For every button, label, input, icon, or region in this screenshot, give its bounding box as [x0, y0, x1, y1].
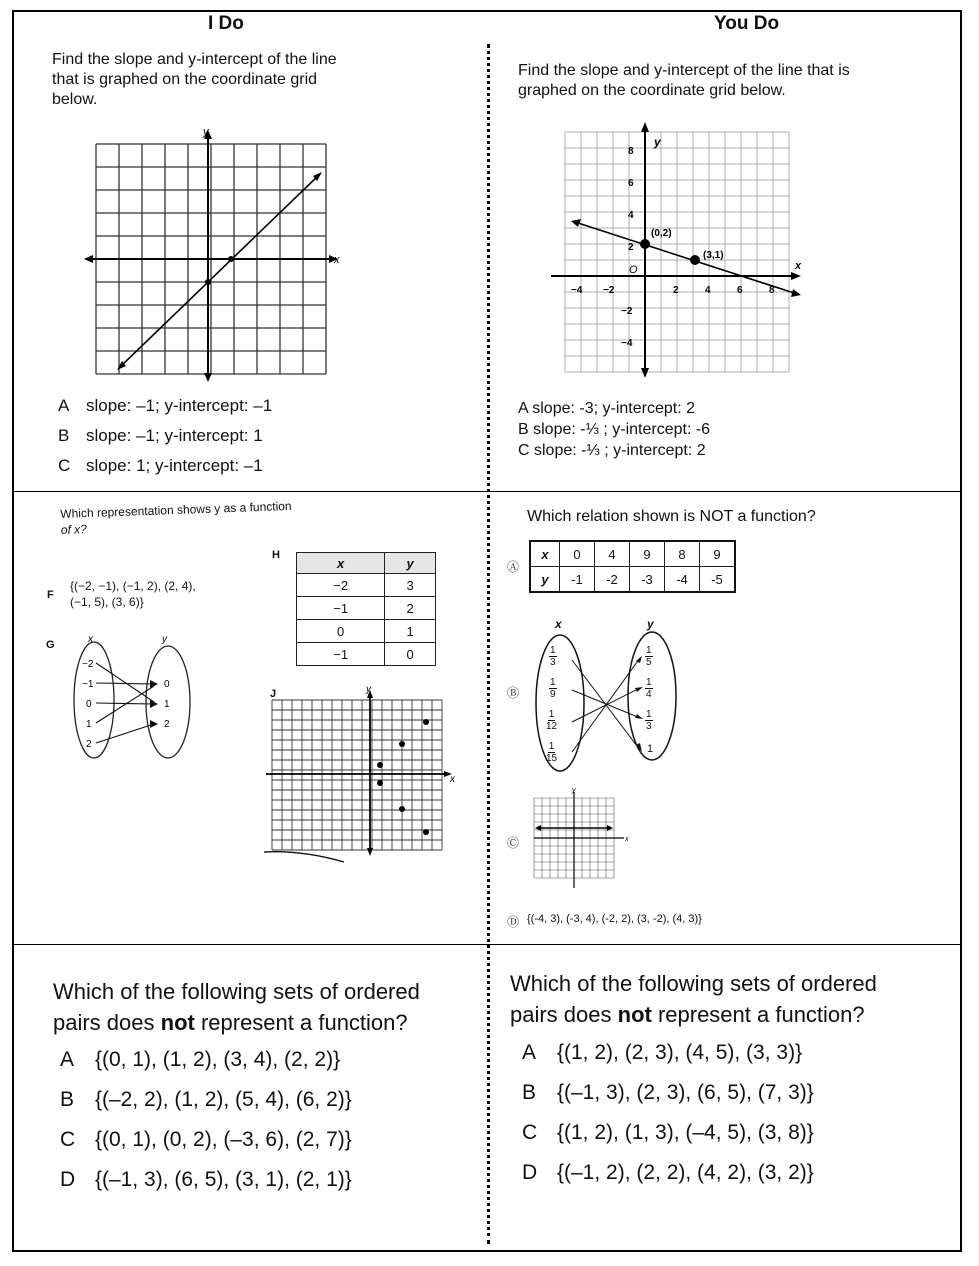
x-axis-arrow: [791, 272, 801, 280]
choice-c[interactable]: C {(1, 2), (1, 3), (–4, 5), (3, 8)}: [522, 1121, 814, 1144]
s3-right-choices: [522, 1041, 814, 1201]
mapping-y-header: y: [162, 634, 167, 645]
graphed-line: [120, 174, 320, 367]
option-b-label: Ⓑ: [507, 686, 520, 700]
option-h-label: H: [272, 549, 280, 561]
x-tick: 8: [769, 285, 775, 296]
x-tick: 6: [737, 285, 743, 296]
page-curl: [264, 852, 344, 862]
point-0-2-label: (0,2): [651, 228, 672, 239]
mapping-arrow: [572, 690, 640, 718]
arrow-head: [150, 720, 158, 728]
range-value: 0: [164, 679, 170, 690]
s1-left-choices: [58, 396, 272, 486]
graphed-line: [575, 222, 797, 294]
y-tick: −2: [621, 306, 633, 317]
point-y-intercept: [205, 279, 211, 285]
mapping-arrow: [96, 663, 154, 702]
s1-right-graph: [545, 118, 815, 380]
point: [377, 762, 383, 768]
option-f-set: {(−2, −1), (−1, 2), (2, 4), (−1, 5), (3, 6)}: [70, 579, 196, 609]
origin-label: O: [629, 264, 638, 276]
option-d-set: {(-4, 3), (-3, 4), (-2, 2), (3, -2), (4, 3)}: [527, 913, 702, 925]
x-axis-label: x: [334, 254, 340, 266]
x-axis-label: x: [450, 774, 455, 785]
point: [423, 829, 429, 835]
x-tick: 4: [705, 285, 711, 296]
table-header: x: [297, 553, 385, 574]
domain-fraction: $\frac{1}{3}$: [550, 645, 556, 668]
s2-right-question: Which relation shown is NOT a function?: [527, 508, 816, 525]
y-axis-label: y: [654, 135, 661, 149]
point: [399, 806, 405, 812]
s1-right-question: Find the slope and y-intercept of the line that is graphed on the coordinate grid below.: [518, 62, 850, 99]
point-0-2: [640, 239, 650, 249]
domain-value: 0: [86, 699, 92, 710]
x-tick: −4: [571, 285, 583, 296]
x-axis-label: x: [795, 260, 802, 272]
choice-c[interactable]: C slope: -⅓ ; y-intercept: 2: [518, 442, 706, 459]
domain-fraction: $\frac{1}{15}$: [546, 741, 558, 764]
point: [377, 780, 383, 786]
y-tick: 4: [628, 210, 634, 221]
y-axis-arrow-bottom: [367, 848, 373, 856]
option-b-x-header: x: [555, 617, 562, 631]
point: [399, 741, 405, 747]
option-j-label: J: [270, 688, 277, 700]
y-axis-arrow-top: [641, 122, 649, 132]
point: [423, 719, 429, 725]
row-divider-1: [12, 491, 962, 492]
header-i-do: I Do: [208, 13, 244, 34]
arrow-head: [150, 680, 158, 688]
point-3-1-label: (3,1): [703, 250, 724, 261]
header-you-do: You Do: [714, 13, 780, 34]
table-header: y: [385, 553, 436, 574]
y-axis-label: y: [572, 787, 576, 794]
range-value: 2: [164, 719, 170, 730]
domain-fraction: $\frac{1}{9}$: [550, 677, 556, 700]
x-tick: 2: [673, 285, 679, 296]
choice-b[interactable]: B slope: -⅓ ; y-intercept: -6: [518, 421, 711, 438]
choice-a[interactable]: A {(0, 1), (1, 2), (3, 4), (2, 2)}: [60, 1048, 341, 1071]
y-tick: −4: [621, 338, 633, 349]
choice-d[interactable]: D {(–1, 3), (6, 5), (3, 1), (2, 1)}: [60, 1168, 352, 1191]
choice-a[interactable]: A {(1, 2), (2, 3), (4, 5), (3, 3)}: [522, 1041, 803, 1064]
s1-left-graph: [84, 124, 344, 388]
range-fraction: $\frac{1}{4}$: [646, 677, 652, 700]
line-arrow-left: [571, 219, 581, 227]
s2-left-question: Which representation shows y as a function of x?: [60, 498, 292, 537]
option-b-y-header: y: [647, 617, 654, 631]
y-axis-arrow-bottom: [204, 373, 212, 382]
y-axis-label: y: [203, 126, 209, 138]
x-axis-label: x: [625, 836, 629, 843]
domain-value: −1: [82, 679, 94, 690]
range-value: 1: [164, 699, 170, 710]
domain-value: 2: [86, 739, 92, 750]
s3-right-question: Which of the following sets of ordered pairs does not represent a function?: [510, 971, 877, 1027]
option-a-table: x 0 4 9 8 9 y -1 -2 -3 -4 -5: [529, 540, 736, 593]
arrow-head: [635, 687, 643, 692]
option-g-mapping: [68, 630, 198, 765]
column-divider: [487, 44, 490, 1244]
y-axis-label: y: [366, 686, 371, 695]
domain-oval: [536, 635, 584, 771]
line-arrow-right: [791, 289, 801, 297]
s1-right-choices: [518, 398, 710, 461]
domain-value: −2: [82, 659, 94, 670]
option-g-label: G: [46, 639, 55, 651]
choice-c[interactable]: C slope: 1; y-intercept: –1: [58, 456, 263, 475]
domain-value: 1: [86, 719, 92, 730]
choice-b[interactable]: B slope: –1; y-intercept: 1: [58, 426, 263, 445]
option-a-label: Ⓐ: [507, 560, 520, 574]
x-tick: −2: [603, 285, 615, 296]
choice-b[interactable]: B {(–2, 2), (1, 2), (5, 4), (6, 2)}: [60, 1088, 352, 1111]
choice-b[interactable]: B {(–1, 3), (2, 3), (6, 5), (7, 3)}: [522, 1081, 814, 1104]
option-h-table: x y −2 3 −1 2 0 1 −1 0: [296, 552, 436, 666]
option-f-label: F: [47, 589, 54, 601]
row-divider-2: [12, 944, 962, 945]
option-c-label: Ⓒ: [507, 836, 520, 850]
arrow-head: [150, 700, 158, 708]
mapping-arrow: [96, 686, 154, 723]
range-fraction: $\frac{1}{5}$: [646, 645, 652, 668]
y-axis-arrow-bottom: [641, 368, 649, 378]
s3-left-question: Which of the following sets of ordered pairs does not represent a function?: [53, 979, 420, 1035]
point-x-intercept: [228, 256, 234, 262]
y-tick: 8: [628, 146, 634, 157]
y-tick: 6: [628, 178, 634, 189]
grid: [565, 132, 789, 372]
option-d-label: Ⓓ: [507, 915, 520, 929]
arrow-head: [635, 714, 643, 719]
mapping-arrow: [96, 683, 154, 684]
range-fraction: $\frac{1}{3}$: [646, 709, 652, 732]
domain-oval: [74, 642, 114, 758]
domain-fraction: $\frac{1}{12}$: [546, 709, 558, 732]
range-value: 1: [647, 743, 654, 755]
choice-c[interactable]: C {(0, 1), (0, 2), (–3, 6), (2, 7)}: [60, 1128, 352, 1151]
mapping-arrow: [96, 724, 154, 743]
point-3-1: [690, 255, 700, 265]
choice-d[interactable]: D {(–1, 2), (2, 2), (4, 2), (3, 2)}: [522, 1161, 814, 1184]
choice-a[interactable]: A slope: -3; y-intercept: 2: [518, 400, 695, 417]
option-j-graph: [262, 686, 462, 866]
tick-labels: [571, 146, 775, 349]
option-c-graph: [532, 786, 632, 890]
choice-a[interactable]: A slope: –1; y-intercept: –1: [58, 396, 273, 415]
grid: [272, 700, 442, 850]
mapping-x-header: x: [88, 634, 93, 645]
x-axis-arrow-left: [84, 255, 93, 263]
s3-left-choices: [60, 1048, 352, 1208]
s1-left-question: Find the slope and y-intercept of the line that is graphed on the coordinate grid below.: [52, 51, 337, 108]
y-tick: 2: [628, 242, 634, 253]
